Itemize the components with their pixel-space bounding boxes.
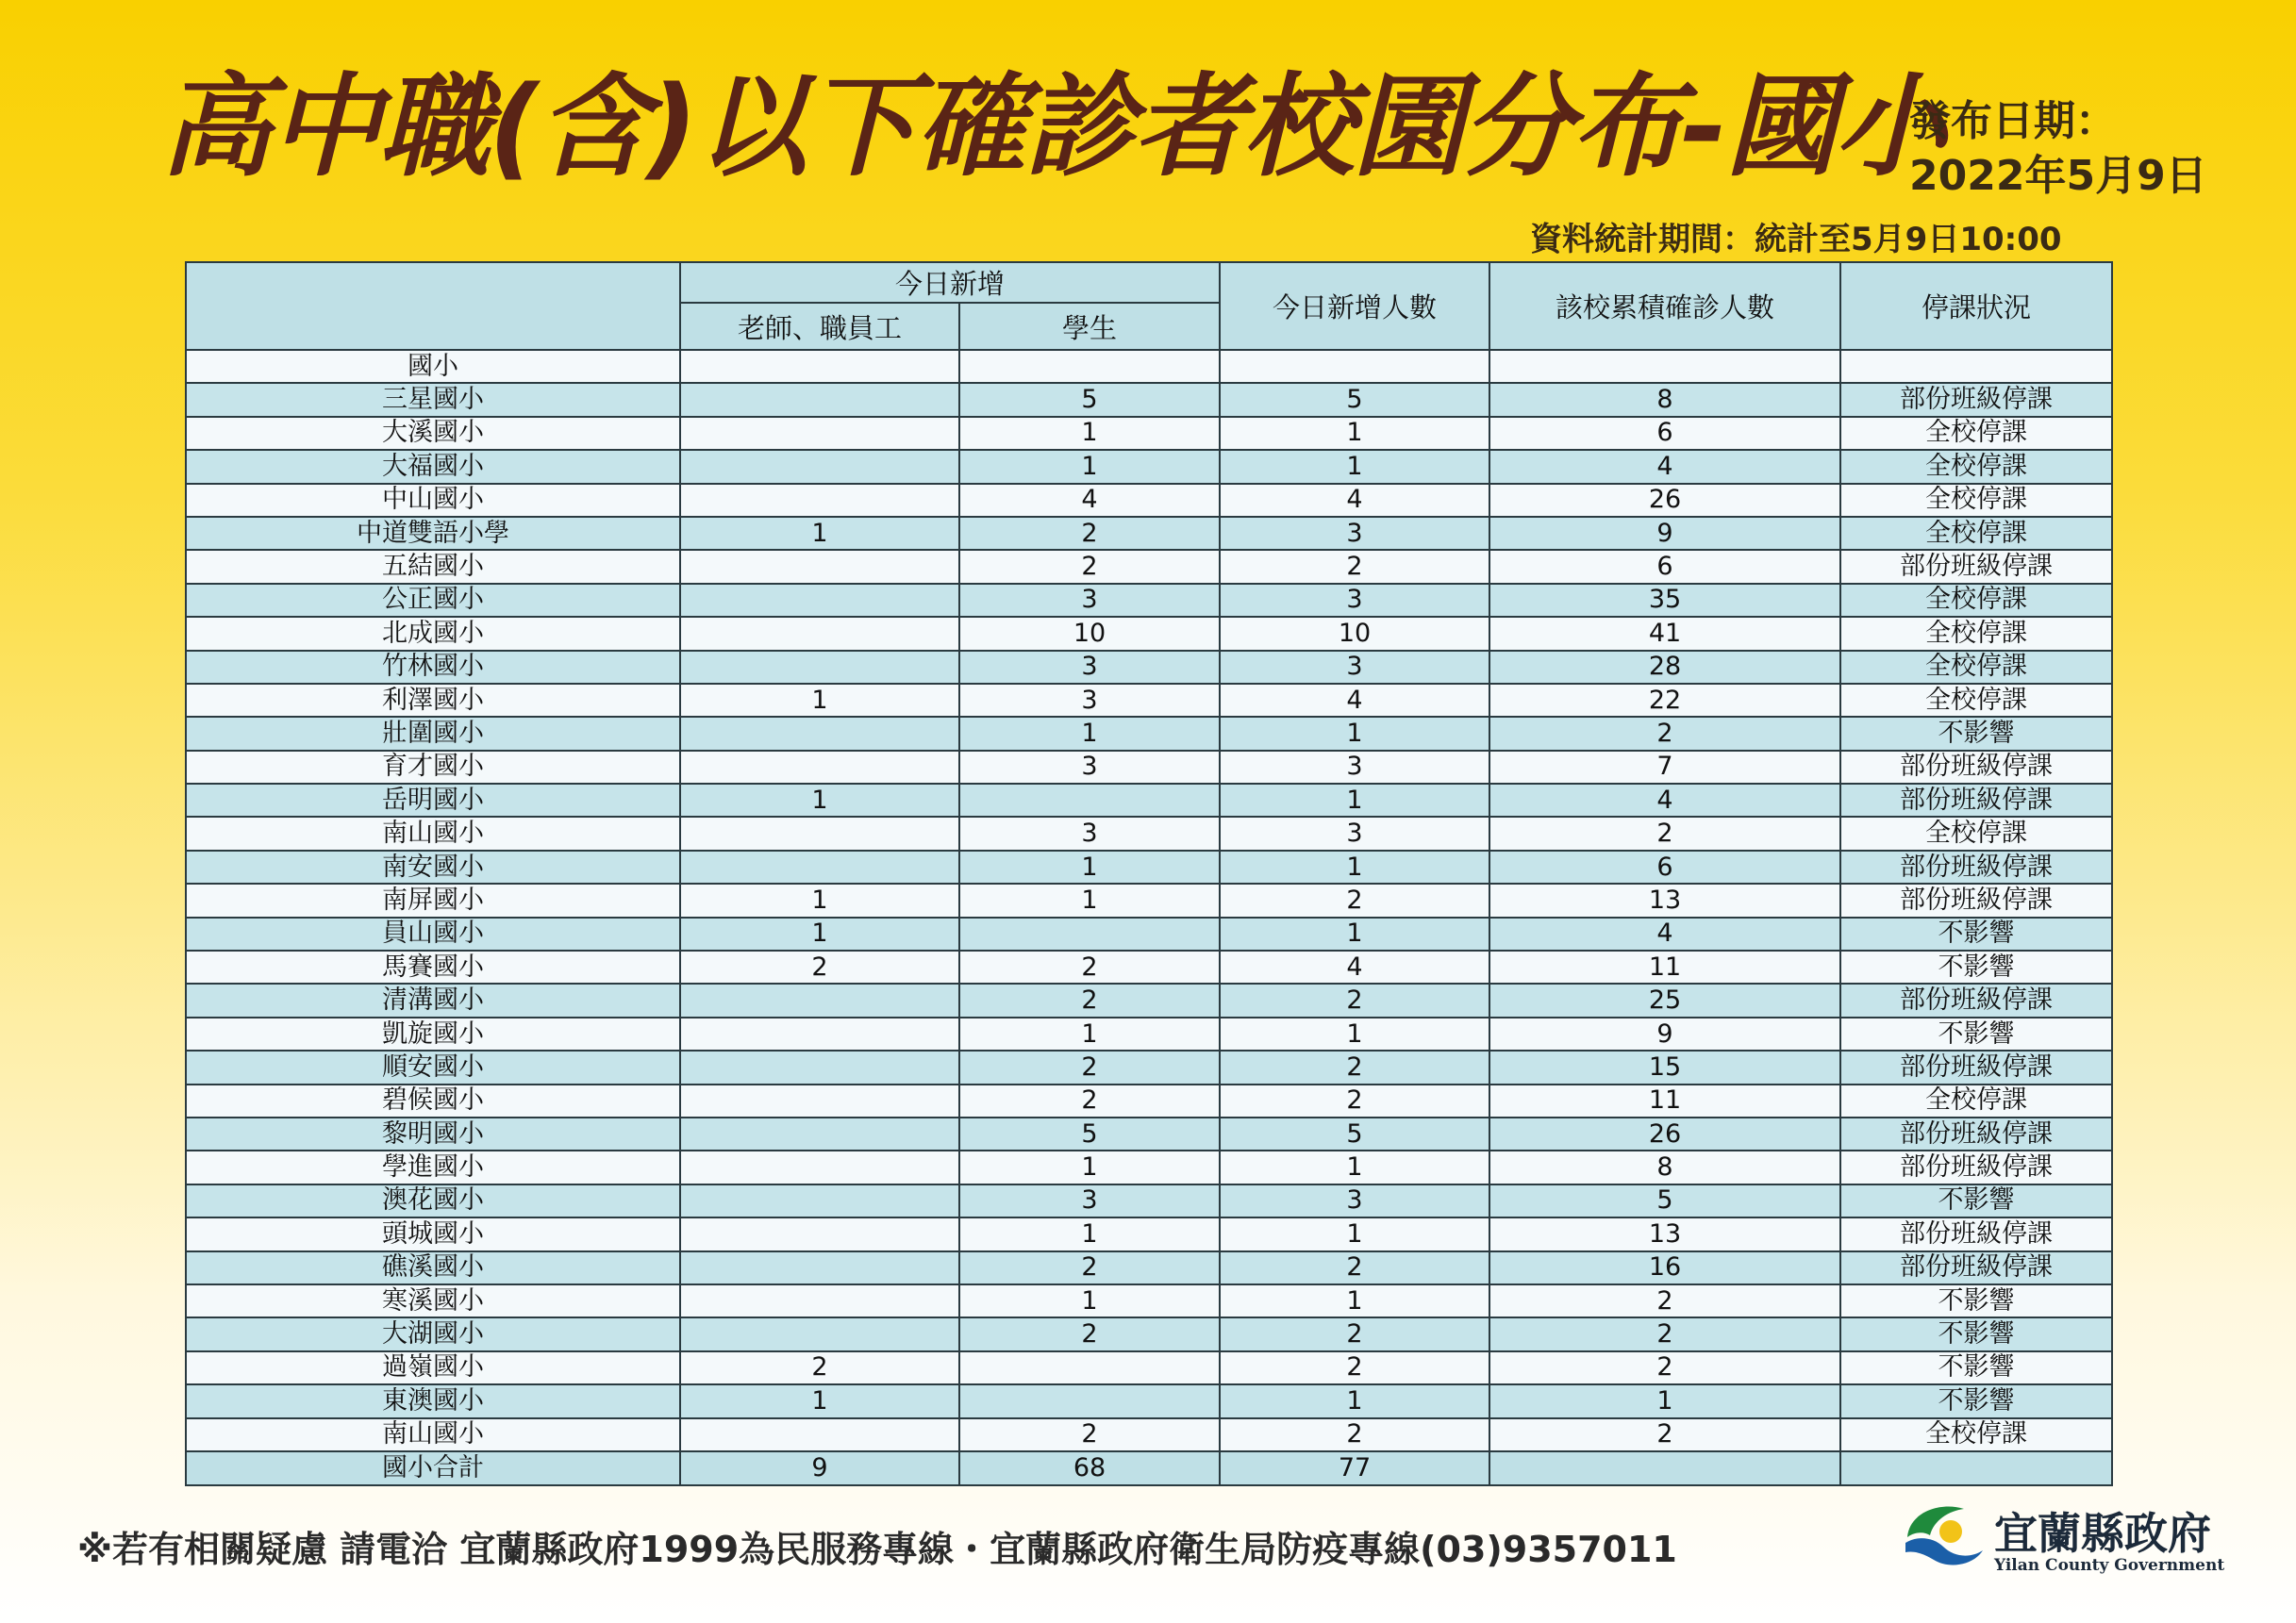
status-cell: 全校停課 (1840, 1085, 2112, 1118)
status-cell: 全校停課 (1840, 450, 2112, 483)
school-name: 三星國小 (186, 383, 680, 416)
teachers-cell: 1 (680, 517, 959, 550)
students-cell: 1 (959, 717, 1220, 750)
teachers-cell: 1 (680, 1384, 959, 1417)
today-total-cell: 1 (1220, 1284, 1489, 1317)
today-total-cell: 4 (1220, 951, 1489, 984)
table-row (186, 751, 2112, 784)
cumulative-cell: 2 (1489, 817, 1840, 850)
students-cell: 1 (959, 1217, 1220, 1250)
table-row (186, 951, 2112, 984)
teachers-cell (680, 484, 959, 517)
students-cell (959, 1384, 1220, 1417)
students-cell: 1 (959, 1284, 1220, 1317)
today-total-cell: 4 (1220, 484, 1489, 517)
cumulative-cell: 26 (1489, 484, 1840, 517)
header-school (186, 262, 680, 350)
table-row (186, 717, 2112, 750)
today-total-cell: 2 (1220, 1418, 1489, 1451)
status-cell: 不影響 (1840, 1284, 2112, 1317)
today-total-cell: 1 (1220, 1384, 1489, 1417)
teachers-cell (680, 550, 959, 583)
school-name: 礁溪國小 (186, 1251, 680, 1284)
students-cell: 1 (959, 450, 1220, 483)
school-name: 利澤國小 (186, 684, 680, 717)
students-cell: 2 (959, 951, 1220, 984)
school-name: 學進國小 (186, 1151, 680, 1184)
cumulative-cell: 4 (1489, 450, 1840, 483)
header-teachers: 老師、職員工 (680, 303, 959, 350)
cumulative-cell: 4 (1489, 784, 1840, 817)
today-total-cell: 1 (1220, 918, 1489, 951)
status-cell: 全校停課 (1840, 617, 2112, 650)
teachers-cell (680, 617, 959, 650)
today-total-cell: 2 (1220, 1317, 1489, 1350)
teachers-cell (680, 450, 959, 483)
students-cell: 2 (959, 984, 1220, 1017)
school-name: 順安國小 (186, 1051, 680, 1084)
cumulative-cell: 1 (1489, 1384, 1840, 1417)
cumulative-cell: 16 (1489, 1251, 1840, 1284)
status-cell: 部份班級停課 (1840, 984, 2112, 1017)
students-cell (959, 1351, 1220, 1384)
school-name: 寒溪國小 (186, 1284, 680, 1317)
table-row (186, 1351, 2112, 1384)
teachers-cell (680, 1217, 959, 1250)
teachers-cell: 1 (680, 684, 959, 717)
table-row (186, 517, 2112, 550)
total-cumulative-cell (1489, 1451, 1840, 1485)
table-row (186, 1018, 2112, 1051)
school-name: 大福國小 (186, 450, 680, 483)
teachers-cell (680, 1184, 959, 1217)
school-name: 馬賽國小 (186, 951, 680, 984)
cumulative-cell: 6 (1489, 417, 1840, 450)
students-cell: 3 (959, 651, 1220, 684)
cumulative-cell: 26 (1489, 1118, 1840, 1151)
teachers-cell (680, 1317, 959, 1350)
status-cell: 不影響 (1840, 918, 2112, 951)
school-name: 壯圍國小 (186, 717, 680, 750)
students-cell (959, 918, 1220, 951)
students-cell: 3 (959, 684, 1220, 717)
header-today-new: 今日新增 (680, 262, 1220, 303)
school-name: 員山國小 (186, 918, 680, 951)
status-cell: 部份班級停課 (1840, 550, 2112, 583)
teachers-cell: 2 (680, 951, 959, 984)
table-row (186, 817, 2112, 850)
cumulative-cell: 13 (1489, 1217, 1840, 1250)
total-today-total-cell: 77 (1220, 1451, 1489, 1485)
table-row (186, 617, 2112, 650)
cumulative-cell: 13 (1489, 884, 1840, 917)
table-row (186, 484, 2112, 517)
cumulative-cell: 41 (1489, 617, 1840, 650)
yilan-county-logo (1902, 1499, 2225, 1584)
cumulative-cell: 9 (1489, 517, 1840, 550)
cumulative-cell: 6 (1489, 550, 1840, 583)
table-row (186, 1251, 2112, 1284)
students-cell: 3 (959, 817, 1220, 850)
yilan-county-emblem-icon (1902, 1499, 1985, 1569)
cumulative-cell: 2 (1489, 1351, 1840, 1384)
total-label: 國小合計 (186, 1451, 680, 1485)
today-total-cell: 2 (1220, 1051, 1489, 1084)
status-cell: 不影響 (1840, 1184, 2112, 1217)
teachers-cell (680, 651, 959, 684)
students-cell: 2 (959, 550, 1220, 583)
students-cell: 2 (959, 1051, 1220, 1084)
cumulative-cell: 2 (1489, 1317, 1840, 1350)
today-total-cell: 3 (1220, 517, 1489, 550)
teachers-cell (680, 1151, 959, 1184)
today-total-cell: 5 (1220, 383, 1489, 416)
school-name: 大湖國小 (186, 1317, 680, 1350)
teachers-cell (680, 1018, 959, 1051)
status-cell: 不影響 (1840, 1351, 2112, 1384)
teachers-cell: 2 (680, 1351, 959, 1384)
students-cell (959, 784, 1220, 817)
teachers-cell (680, 717, 959, 750)
status-cell: 全校停課 (1840, 417, 2112, 450)
table-row (186, 784, 2112, 817)
teachers-cell (680, 851, 959, 884)
students-cell: 2 (959, 1317, 1220, 1350)
teachers-cell: 1 (680, 918, 959, 951)
status-cell: 不影響 (1840, 951, 2112, 984)
students-cell: 5 (959, 1118, 1220, 1151)
table-row (186, 1085, 2112, 1118)
status-cell: 不影響 (1840, 1018, 2112, 1051)
header-today-total: 今日新增人數 (1220, 262, 1489, 350)
status-cell: 部份班級停課 (1840, 884, 2112, 917)
today-total-cell: 2 (1220, 1251, 1489, 1284)
status-cell: 不影響 (1840, 1384, 2112, 1417)
status-cell: 全校停課 (1840, 584, 2112, 617)
cumulative-cell: 9 (1489, 1018, 1840, 1051)
today-total-cell: 3 (1220, 751, 1489, 784)
students-cell: 3 (959, 1184, 1220, 1217)
today-total-cell: 2 (1220, 984, 1489, 1017)
cumulative-cell: 8 (1489, 1151, 1840, 1184)
header-status: 停課狀況 (1840, 262, 2112, 350)
teachers-cell (680, 1418, 959, 1451)
school-name: 澳花國小 (186, 1184, 680, 1217)
status-cell: 不影響 (1840, 1317, 2112, 1350)
teachers-cell (680, 584, 959, 617)
school-name: 南安國小 (186, 851, 680, 884)
teachers-cell (680, 383, 959, 416)
table-row (186, 383, 2112, 416)
students-cell: 5 (959, 383, 1220, 416)
today-total-cell: 5 (1220, 1118, 1489, 1151)
table-row (186, 1418, 2112, 1451)
today-total-cell: 2 (1220, 1085, 1489, 1118)
today-total-cell: 2 (1220, 550, 1489, 583)
status-cell: 部份班級停課 (1840, 1217, 2112, 1250)
table-row (186, 1118, 2112, 1151)
logo-name: 宜蘭縣政府 (1994, 1508, 2211, 1559)
table-row (186, 584, 2112, 617)
status-cell: 部份班級停課 (1840, 1251, 2112, 1284)
table-row (186, 651, 2112, 684)
table-row (186, 684, 2112, 717)
table-row (186, 417, 2112, 450)
today-total-cell: 1 (1220, 450, 1489, 483)
today-total-cell: 1 (1220, 717, 1489, 750)
table-row (186, 984, 2112, 1017)
school-name: 竹林國小 (186, 651, 680, 684)
school-name: 南屏國小 (186, 884, 680, 917)
today-total-cell: 3 (1220, 584, 1489, 617)
students-cell: 2 (959, 517, 1220, 550)
cumulative-cell: 5 (1489, 1184, 1840, 1217)
students-cell: 1 (959, 884, 1220, 917)
today-total-cell: 1 (1220, 417, 1489, 450)
total-row (186, 1451, 2112, 1485)
table-row (186, 1217, 2112, 1250)
status-cell: 不影響 (1840, 717, 2112, 750)
school-name: 育才國小 (186, 751, 680, 784)
students-cell: 2 (959, 1418, 1220, 1451)
today-total-cell: 1 (1220, 851, 1489, 884)
status-cell: 部份班級停課 (1840, 851, 2112, 884)
students-cell: 2 (959, 1251, 1220, 1284)
status-cell: 全校停課 (1840, 1418, 2112, 1451)
teachers-cell (680, 751, 959, 784)
total-teachers-cell: 9 (680, 1451, 959, 1485)
statistics-period: 資料統計期間：統計至5月9日10:00 (1530, 221, 2062, 258)
today-total-cell: 1 (1220, 784, 1489, 817)
table-row (186, 450, 2112, 483)
school-name: 中道雙語小學 (186, 517, 680, 550)
cumulative-cell: 6 (1489, 851, 1840, 884)
school-name: 碧候國小 (186, 1085, 680, 1118)
cumulative-cell: 7 (1489, 751, 1840, 784)
school-name: 過嶺國小 (186, 1351, 680, 1384)
school-name: 黎明國小 (186, 1118, 680, 1151)
status-cell: 全校停課 (1840, 651, 2112, 684)
today-total-cell: 1 (1220, 1018, 1489, 1051)
students-cell: 1 (959, 1151, 1220, 1184)
cumulative-cell: 2 (1489, 1418, 1840, 1451)
status-cell: 部份班級停課 (1840, 383, 2112, 416)
school-name: 公正國小 (186, 584, 680, 617)
teachers-cell (680, 817, 959, 850)
cumulative-cell: 22 (1489, 684, 1840, 717)
cumulative-cell: 28 (1489, 651, 1840, 684)
school-name: 大溪國小 (186, 417, 680, 450)
today-total-cell: 4 (1220, 684, 1489, 717)
status-cell: 全校停課 (1840, 817, 2112, 850)
total-students-cell: 68 (959, 1451, 1220, 1485)
logo-english-name: Yilan County Government (1994, 1556, 2225, 1575)
today-total-cell: 1 (1220, 1217, 1489, 1250)
today-total-cell: 1 (1220, 1151, 1489, 1184)
table-row (186, 884, 2112, 917)
students-cell: 1 (959, 417, 1220, 450)
status-cell: 部份班級停課 (1840, 1051, 2112, 1084)
teachers-cell (680, 1284, 959, 1317)
status-cell: 部份班級停課 (1840, 751, 2112, 784)
publish-date: 2022年5月9日 (1909, 152, 2207, 200)
section-row (186, 350, 2112, 383)
status-cell: 全校停課 (1840, 484, 2112, 517)
today-total-cell: 3 (1220, 817, 1489, 850)
total-status-cell (1840, 1451, 2112, 1485)
today-total-cell: 3 (1220, 1184, 1489, 1217)
table-row (186, 851, 2112, 884)
cumulative-cell: 15 (1489, 1051, 1840, 1084)
students-cell: 10 (959, 617, 1220, 650)
cumulative-cell: 8 (1489, 383, 1840, 416)
cumulative-cell: 11 (1489, 1085, 1840, 1118)
table-row (186, 1151, 2112, 1184)
cumulative-cell: 4 (1489, 918, 1840, 951)
teachers-cell (680, 1118, 959, 1151)
today-total-cell: 3 (1220, 651, 1489, 684)
students-cell: 2 (959, 1085, 1220, 1118)
section-label: 國小 (186, 350, 680, 383)
school-name: 頭城國小 (186, 1217, 680, 1250)
school-cases-table (185, 261, 2113, 1486)
table-row (186, 1184, 2112, 1217)
table-row (186, 1051, 2112, 1084)
teachers-cell (680, 1051, 959, 1084)
table-row (186, 550, 2112, 583)
teachers-cell (680, 984, 959, 1017)
school-name: 南山國小 (186, 817, 680, 850)
cumulative-cell: 11 (1489, 951, 1840, 984)
status-cell: 部份班級停課 (1840, 784, 2112, 817)
teachers-cell (680, 417, 959, 450)
publish-date-label: 發布日期： (1909, 97, 2117, 145)
students-cell: 4 (959, 484, 1220, 517)
table-row (186, 1317, 2112, 1350)
students-cell: 3 (959, 751, 1220, 784)
school-name: 東澳國小 (186, 1384, 680, 1417)
header-cumulative: 該校累積確診人數 (1489, 262, 1840, 350)
page-title: 高中職(含)以下確診者校園分布-國小 (160, 61, 1944, 191)
cumulative-cell: 2 (1489, 717, 1840, 750)
school-name: 南山國小 (186, 1418, 680, 1451)
today-total-cell: 2 (1220, 1351, 1489, 1384)
today-total-cell: 2 (1220, 884, 1489, 917)
school-name: 五結國小 (186, 550, 680, 583)
status-cell: 全校停課 (1840, 517, 2112, 550)
status-cell: 部份班級停課 (1840, 1151, 2112, 1184)
status-cell: 部份班級停課 (1840, 1118, 2112, 1151)
cumulative-cell: 35 (1489, 584, 1840, 617)
school-name: 凱旋國小 (186, 1018, 680, 1051)
school-name: 中山國小 (186, 484, 680, 517)
table-row (186, 1284, 2112, 1317)
teachers-cell: 1 (680, 884, 959, 917)
teachers-cell (680, 1085, 959, 1118)
students-cell: 1 (959, 1018, 1220, 1051)
status-cell: 全校停課 (1840, 684, 2112, 717)
students-cell: 1 (959, 851, 1220, 884)
students-cell: 3 (959, 584, 1220, 617)
school-name: 岳明國小 (186, 784, 680, 817)
cumulative-cell: 2 (1489, 1284, 1840, 1317)
header-students: 學生 (959, 303, 1220, 350)
cumulative-cell: 25 (1489, 984, 1840, 1017)
school-name: 北成國小 (186, 617, 680, 650)
table-row (186, 918, 2112, 951)
contact-footer: ※若有相關疑慮 請電洽 宜蘭縣政府1999為民服務專線・宜蘭縣政府衛生局防疫專線(03)9357011 (77, 1529, 1677, 1570)
teachers-cell (680, 1251, 959, 1284)
school-name: 清溝國小 (186, 984, 680, 1017)
teachers-cell: 1 (680, 784, 959, 817)
table-row (186, 1384, 2112, 1417)
today-total-cell: 10 (1220, 617, 1489, 650)
